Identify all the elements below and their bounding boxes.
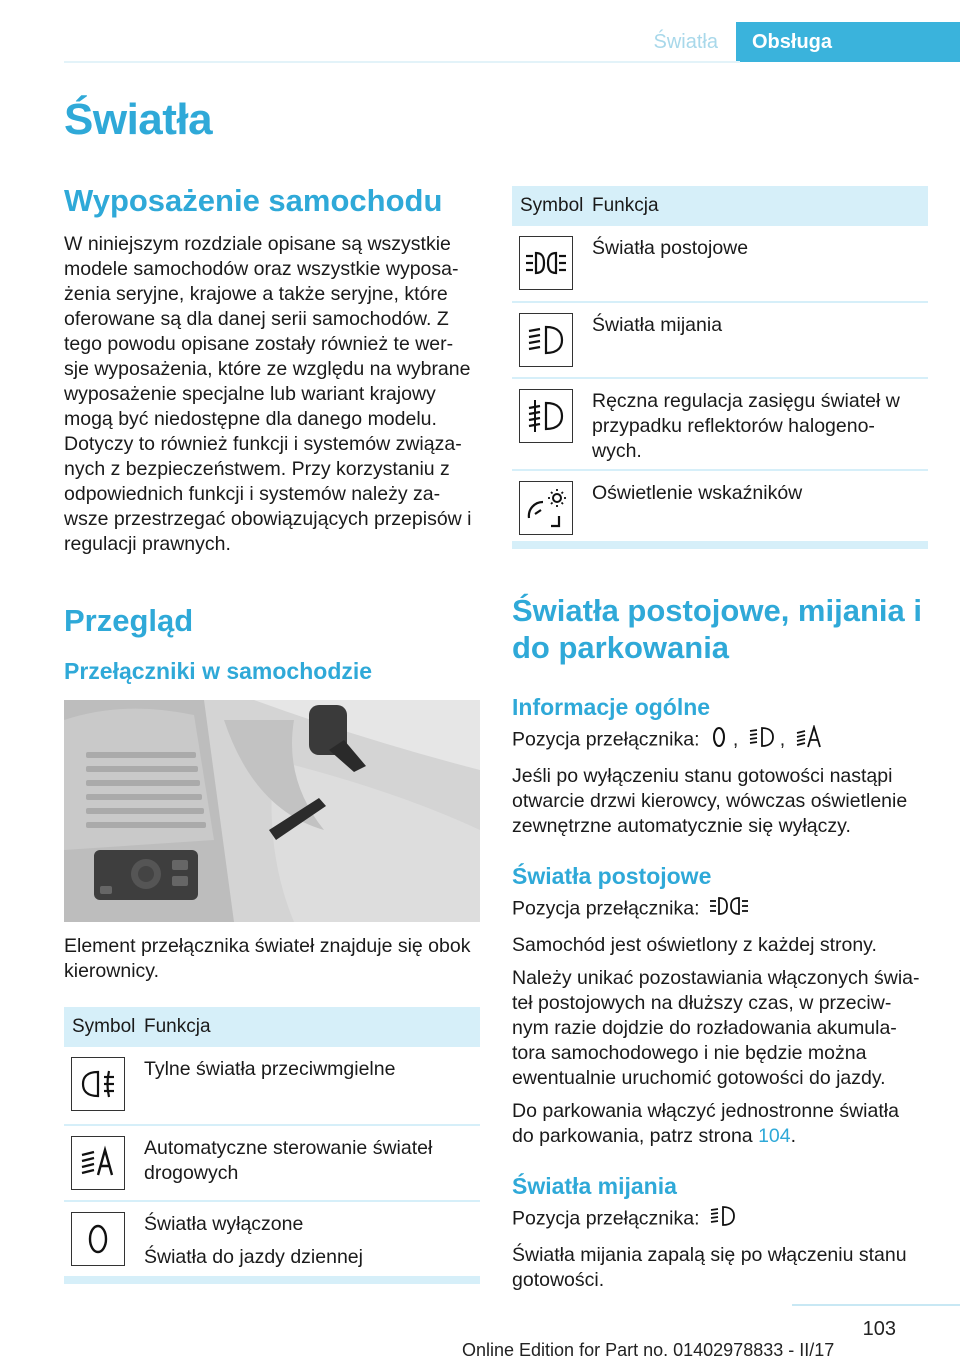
parking-text-3: Do parkowania włączyć jednostronne światła do parkowania, patrz strona 104. [512,1100,899,1148]
parking-switch-position: Pozycja przełącznika: [512,894,928,925]
function-cell: Ręczna regulacja zasięgu świateł w przypadku reflektorów halogeno‐ wych. [592,378,928,470]
text-line: wsze przestrzegać obowiązujących przepisów i [64,507,472,530]
symbol-column-header: Symbol [512,186,592,226]
symbol-column-header: Symbol [64,1007,144,1047]
text-line: tego powodu opisane zostały również te wer‐ [64,332,454,355]
text-line: gotowości. [512,1269,605,1292]
function-column-header: Funkcja [144,1007,480,1047]
parking-lights-icon [519,236,573,290]
rear-fog-light-icon [71,1057,125,1111]
headlight-range-control-icon [519,389,573,443]
automatic-high-beam-icon [71,1136,125,1190]
text-line: W niniejszym rozdziale opisane są wszystkie [64,232,451,255]
lights-off-icon [709,725,729,756]
text-line: mogą być niedostępne dla danego modelu. [64,407,437,430]
overview-heading: Przegląd [64,602,194,638]
lights-off-icon [71,1212,125,1266]
page-header [636,22,960,62]
text-line: kierownicy. [64,960,159,983]
text-line: Dotyczy to również funkcji i systemów związa‐ [64,432,462,455]
table-row [512,302,928,378]
parking-text-1: Samochód jest oświetlony z każdej strony. [512,934,877,957]
text-line: sje wyposażenia, które ze względu na wybrane [64,357,471,380]
text-line: Element przełącznika świateł znajduje się obok [64,935,471,958]
page-title: Światła [64,95,213,144]
text-line: nym razie dojdzie do rozładowania akumula‐ [512,1017,897,1040]
right-column [512,186,928,1293]
text-line: modele samochodów oraz wszystkie wyposa‐ [64,257,459,280]
function-cell: Światła wyłączone Światła do jazdy dziennej [144,1201,480,1277]
header-section-label: Światła [653,30,718,53]
text-line: zewnętrzne automatycznie się wyłączy. [512,815,851,838]
table-end-rule [512,543,928,549]
function-column-header: Funkcja [592,186,928,226]
function-cell: Tylne światła przeciwmgielne [144,1047,480,1125]
low-beam-icon [748,725,776,756]
table-row [64,1201,480,1277]
page-reference-link[interactable]: 104 [758,1125,791,1148]
automatic-high-beam-icon [795,725,823,756]
general-switch-positions: Pozycja przełącznika: , , [512,725,928,756]
left-symbol-table [64,1007,480,1278]
footer-rule [792,1304,960,1306]
right-symbol-table [512,186,928,543]
function-cell: Światła postojowe [592,226,928,302]
low-beam-icon [709,1204,737,1235]
general-info-text [512,764,928,839]
header-rule [64,61,740,63]
function-cell: Światła mijania [592,302,928,378]
text-line: otwarcie drzwi kierowcy, wówczas oświetlenie [512,790,908,813]
table-row [64,1047,480,1125]
parking-lights-icon [709,894,749,925]
text-line: odpowiednich funkcji i systemów należy za‐ [64,482,441,505]
table-row [512,226,928,302]
text-line: żenia seryjne, krajowe a także seryjne, które [64,282,448,305]
left-column [64,183,480,1284]
text-line: nych z bezpieczeństwem. Przy korzystaniu z [64,457,450,480]
parking-lights-heading: Światła postojowe [512,863,712,890]
function-cell: Automatyczne sterowanie świateł drogowych [144,1125,480,1201]
dashboard-switch-photo [64,700,480,922]
equipment-text [64,232,480,557]
text-line: Jeśli po wyłączeniu stanu gotowości nastąpi [512,765,893,788]
text-line: Światła mijania zapalą się po włączeniu stanu [512,1244,907,1267]
text-line: tora samochodowego i nie będzie można [512,1042,867,1065]
general-info-heading: Informacje ogólne [512,694,711,721]
text-line: ewentualnie uruchomić gotowości do jazdy. [512,1067,886,1090]
instrument-lighting-icon [519,481,573,535]
table-header-row [512,186,928,226]
parking-section-heading: Światła postojowe, mijania i do parkowania [512,593,922,665]
low-beam-text [512,1243,928,1293]
text-line: Należy unikać pozostawiania włączonych świa‐ [512,967,920,990]
table-header-row [64,1007,480,1047]
low-beam-switch-position: Pozycja przełącznika: [512,1204,928,1235]
table-row [512,378,928,470]
page-number: 103 [862,1318,896,1340]
photo-caption [64,934,480,984]
low-beam-icon [519,313,573,367]
table-row [512,470,928,542]
low-beam-heading: Światła mijania [512,1173,677,1200]
text-line: oferowane są dla danej serii samochodów. Z [64,307,449,330]
parking-text-2 [512,966,928,1091]
text-line: teł postojowych na dłuższy czas, w przeciw‐ [512,992,892,1015]
edition-note: Online Edition for Part no. 01402978833 - II/17 [462,1340,835,1360]
function-cell: Oświetlenie wskaźników [592,470,928,542]
overview-subheading: Przełączniki w samochodzie [64,658,373,685]
table-end-rule [64,1278,480,1284]
text-line: regulacji prawnych. [64,532,231,555]
equipment-heading: Wyposażenie samochodu [64,183,443,218]
header-chapter-tab: Obsługa [736,22,960,62]
text-line: wyposażenie specjalne lub wariant krajowy [64,382,436,405]
table-row [64,1125,480,1201]
